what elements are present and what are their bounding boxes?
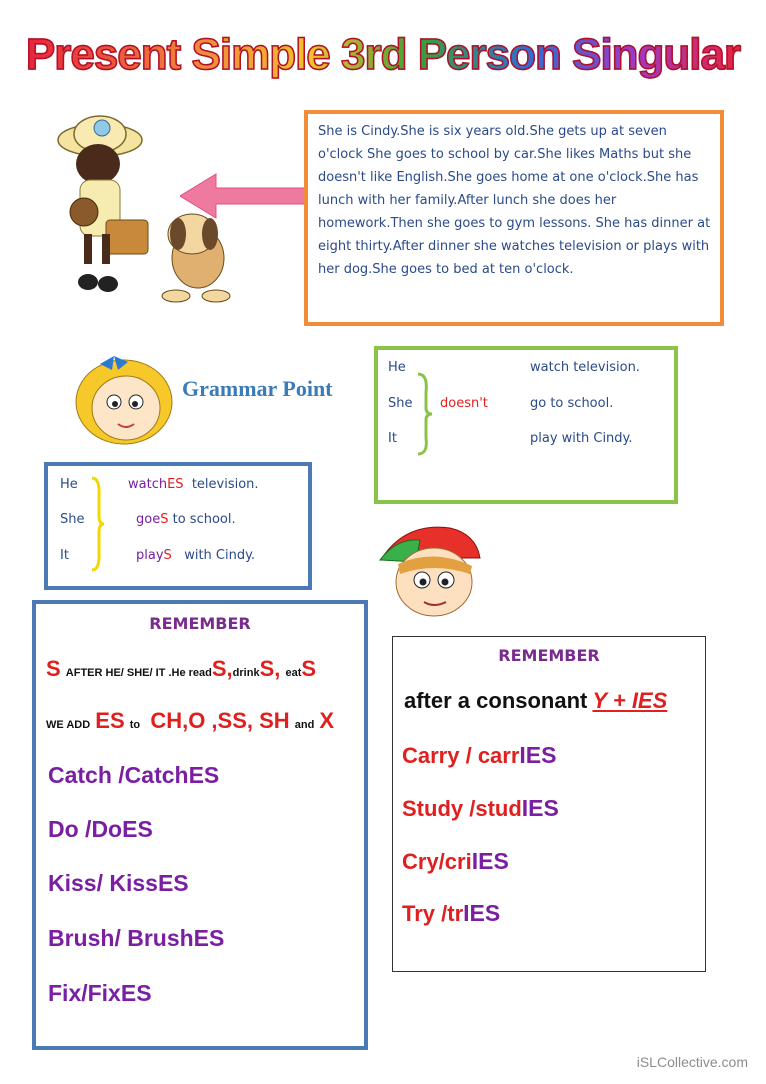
aff-verb-3 <box>136 548 255 563</box>
brace-icon <box>90 476 106 572</box>
example-ending: IES <box>519 742 557 768</box>
example-carry <box>402 742 557 769</box>
rule-es: ES <box>95 708 125 733</box>
verb-stem: watch <box>128 477 168 492</box>
rule-we-add: WE ADD <box>46 719 91 731</box>
neg-verb-1: watch television. <box>530 360 640 375</box>
arrow-left-icon <box>180 172 308 220</box>
neg-subject-he: He <box>388 360 406 375</box>
rule-y-ies: Y + IES <box>592 688 668 713</box>
example-base: Cry/cri <box>402 849 472 874</box>
aff-subject-it: It <box>60 548 69 563</box>
blonde-girl-face-illustration <box>68 348 176 448</box>
example-base: Carry / carr <box>402 743 520 768</box>
rule-endings: CH,O ,SS, SH <box>150 708 290 733</box>
verb-ending: S <box>163 548 172 563</box>
remember-left-title: REMEMBER <box>149 614 251 633</box>
example-ending: IES <box>521 795 559 821</box>
rule-x: X <box>319 708 335 733</box>
verb-ending: ES <box>167 477 184 492</box>
rule-eat: eat <box>285 667 302 679</box>
verb-rest: to school. <box>172 512 236 527</box>
neg-subject-she: She <box>388 396 413 411</box>
verb-rest: television. <box>191 477 259 492</box>
neg-auxiliary: doesn't <box>440 396 488 411</box>
remember-right-title: REMEMBER <box>498 646 600 665</box>
rule-s2: S, <box>211 656 233 681</box>
verb-rest: with Cindy. <box>184 548 256 563</box>
rule-s: S <box>46 656 61 681</box>
watermark: iSLCollective.com <box>636 1054 748 1070</box>
verb-ending: S <box>160 512 169 527</box>
example-catch: Catch /CatchES <box>48 762 220 788</box>
rule-to: to <box>129 719 141 731</box>
title-text: Present Simple 3rd Person Singular <box>25 30 741 79</box>
grammar-point-heading: Grammar Point <box>182 376 333 401</box>
example-do: Do /DoES <box>48 816 153 842</box>
example-brush: Brush/ BrushES <box>48 925 225 951</box>
verb-stem: goe <box>136 512 161 527</box>
boy-with-cap-illustration <box>376 518 488 622</box>
aff-verb-1 <box>128 477 259 492</box>
aff-subject-she: She <box>60 512 85 527</box>
rule-text: AFTER HE/ SHE/ IT .He read <box>65 667 212 679</box>
rule-consonant-text: after a consonant <box>404 688 588 713</box>
rule-after-he-she-it <box>46 656 316 682</box>
example-base: Try /tr <box>402 901 464 926</box>
aff-verb-2 <box>136 512 236 527</box>
example-fix: Fix/FixES <box>48 980 152 1006</box>
example-base: Study /stud <box>402 796 522 821</box>
neg-subject-it: It <box>388 431 397 446</box>
worksheet-title <box>0 30 766 80</box>
verb-stem: play <box>136 548 164 563</box>
example-ending: IES <box>471 848 509 874</box>
rule-s3: S, <box>259 656 281 681</box>
example-try <box>402 900 500 927</box>
example-kiss: Kiss/ KissES <box>48 870 189 896</box>
aff-subject-he: He <box>60 477 78 492</box>
rule-consonant-y-ies <box>404 688 667 714</box>
story-text: She is Cindy.She is six years old.She gets up at seven o'clock She goes to school by car.She likes Maths but she doesn't like English.She goes home at one o'clock.She has lunch with her family.After lunch she does her homework.Then she goes to gym lessons. She has dinner at eight thirty.After dinner she watches television or plays with her dog.She goes to bed at ten o'clock. <box>318 124 711 277</box>
rule-we-add-es <box>46 708 334 734</box>
neg-verb-3: play with Cindy. <box>530 431 633 446</box>
rule-s4: S <box>301 656 317 681</box>
neg-verb-2: go to school. <box>530 396 614 411</box>
example-cry <box>402 848 509 875</box>
rule-and: and <box>294 719 315 731</box>
example-ending: IES <box>463 900 501 926</box>
rule-drink: drink <box>232 667 260 679</box>
example-study <box>402 795 559 822</box>
brace-icon <box>414 372 436 456</box>
